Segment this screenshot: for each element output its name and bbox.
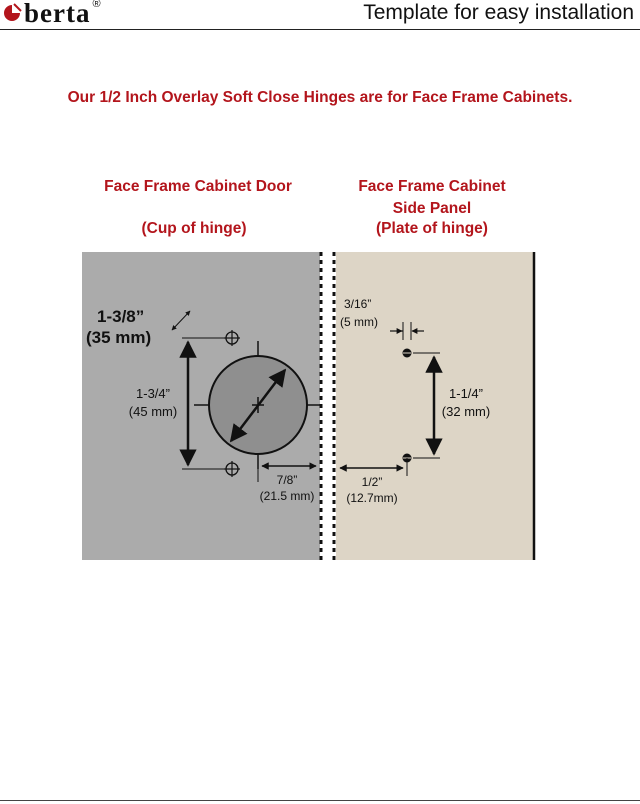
footer-divider [0,800,640,801]
left-panel-title: Face Frame Cabinet Door [104,178,292,195]
brand-name: berta [24,0,91,28]
screw-spacing-inches: 1-3/4” [136,386,170,401]
hole-size-inches: 3/16” [344,297,372,311]
hole-spacing-mm: (32 mm) [441,404,491,419]
left-panel-subtitle: (Cup of hinge) [141,220,247,237]
berta-logo-icon [2,3,22,23]
page-title: Template for easy installation [363,1,634,24]
panel-edge-offset-inches: 1/2” [361,475,383,489]
screw-spacing-mm: (45 mm) [128,404,178,419]
door-edge-offset-inches: 7/8” [276,473,298,487]
panel-edge-offset-mm: (12.7mm) [346,491,398,505]
right-panel-subtitle: (Plate of hinge) [376,220,488,237]
hinge-template-diagram [0,240,640,570]
hole-spacing-inches: 1-1/4” [449,386,483,401]
cup-diameter-inches: 1-3/8” [97,307,145,326]
hole-size-mm: (5 mm) [340,315,378,329]
headline: Our 1/2 Inch Overlay Soft Close Hinges are for Face Frame Cabinets. [67,89,573,106]
header-divider [0,29,640,30]
right-panel-title-line1: Face Frame Cabinet [358,178,506,195]
right-panel-title-line2: Side Panel [392,200,472,217]
door-edge-offset-mm: (21.5 mm) [259,489,315,503]
cup-diameter-mm: (35 mm) [86,328,152,347]
header [0,0,640,30]
brand-logo[interactable] [2,0,101,30]
registered-mark: ® [92,0,101,10]
